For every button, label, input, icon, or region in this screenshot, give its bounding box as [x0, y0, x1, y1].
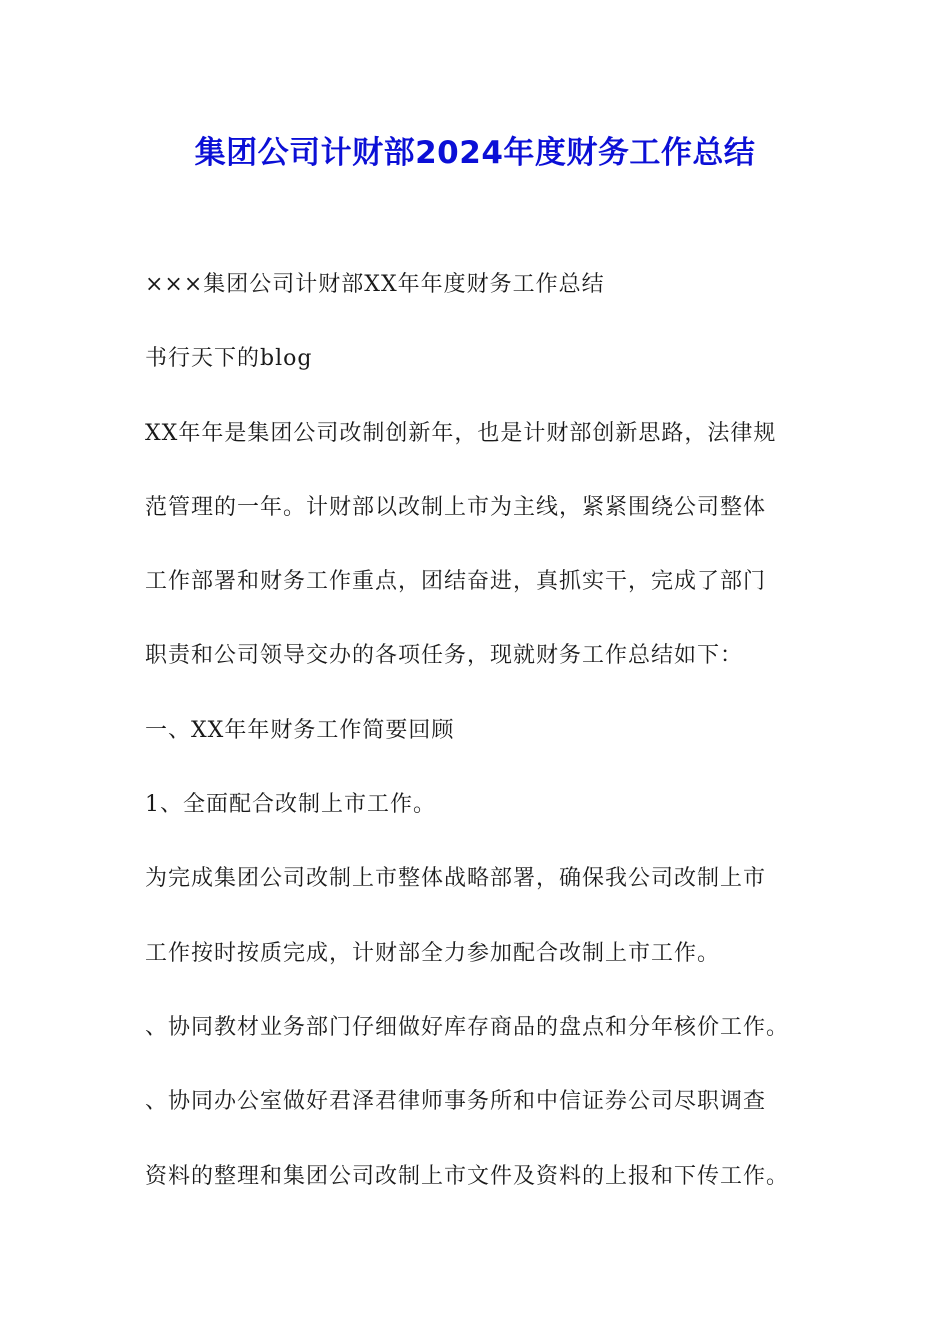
list-item-line: 、协同办公室做好君泽君律师事务所和中信证券公司尽职调查 — [145, 1089, 767, 1115]
paragraph-line: 工作部署和财务工作重点，团结奋进，真抓实干，完成了部门 — [145, 569, 767, 595]
list-item-line: 资料的整理和集团公司改制上市文件及资料的上报和下传工作。 — [145, 1163, 790, 1189]
subsection-heading: 1、全面配合改制上市工作。 — [145, 792, 436, 818]
paragraph-line: 工作按时按质完成，计财部全力参加配合改制上市工作。 — [145, 940, 721, 966]
document-body — [145, 261, 809, 1227]
subtitle-line: ×××集团公司计财部XX年年度财务工作总结 — [145, 272, 605, 297]
paragraph-line: 为完成集团公司改制上市整体战略部署，确保我公司改制上市 — [145, 866, 767, 892]
document-title: 集团公司计财部2024年度财务工作总结 — [194, 135, 756, 171]
list-item-line: 、协同教材业务部门仔细做好库存商品的盘点和分年核价工作。 — [145, 1014, 790, 1040]
paragraph-line: XX年年是集团公司改制创新年，也是计财部创新思路，法律规 — [145, 420, 777, 446]
paragraph-line: 职责和公司领导交办的各项任务，现就财务工作总结如下： — [145, 643, 744, 669]
author-line: 书行天下的blog — [145, 346, 313, 372]
section-heading: 一、XX年年财务工作简要回顾 — [145, 717, 455, 743]
paragraph-line: 范管理的一年。计财部以改制上市为主线，紧紧围绕公司整体 — [145, 494, 767, 520]
